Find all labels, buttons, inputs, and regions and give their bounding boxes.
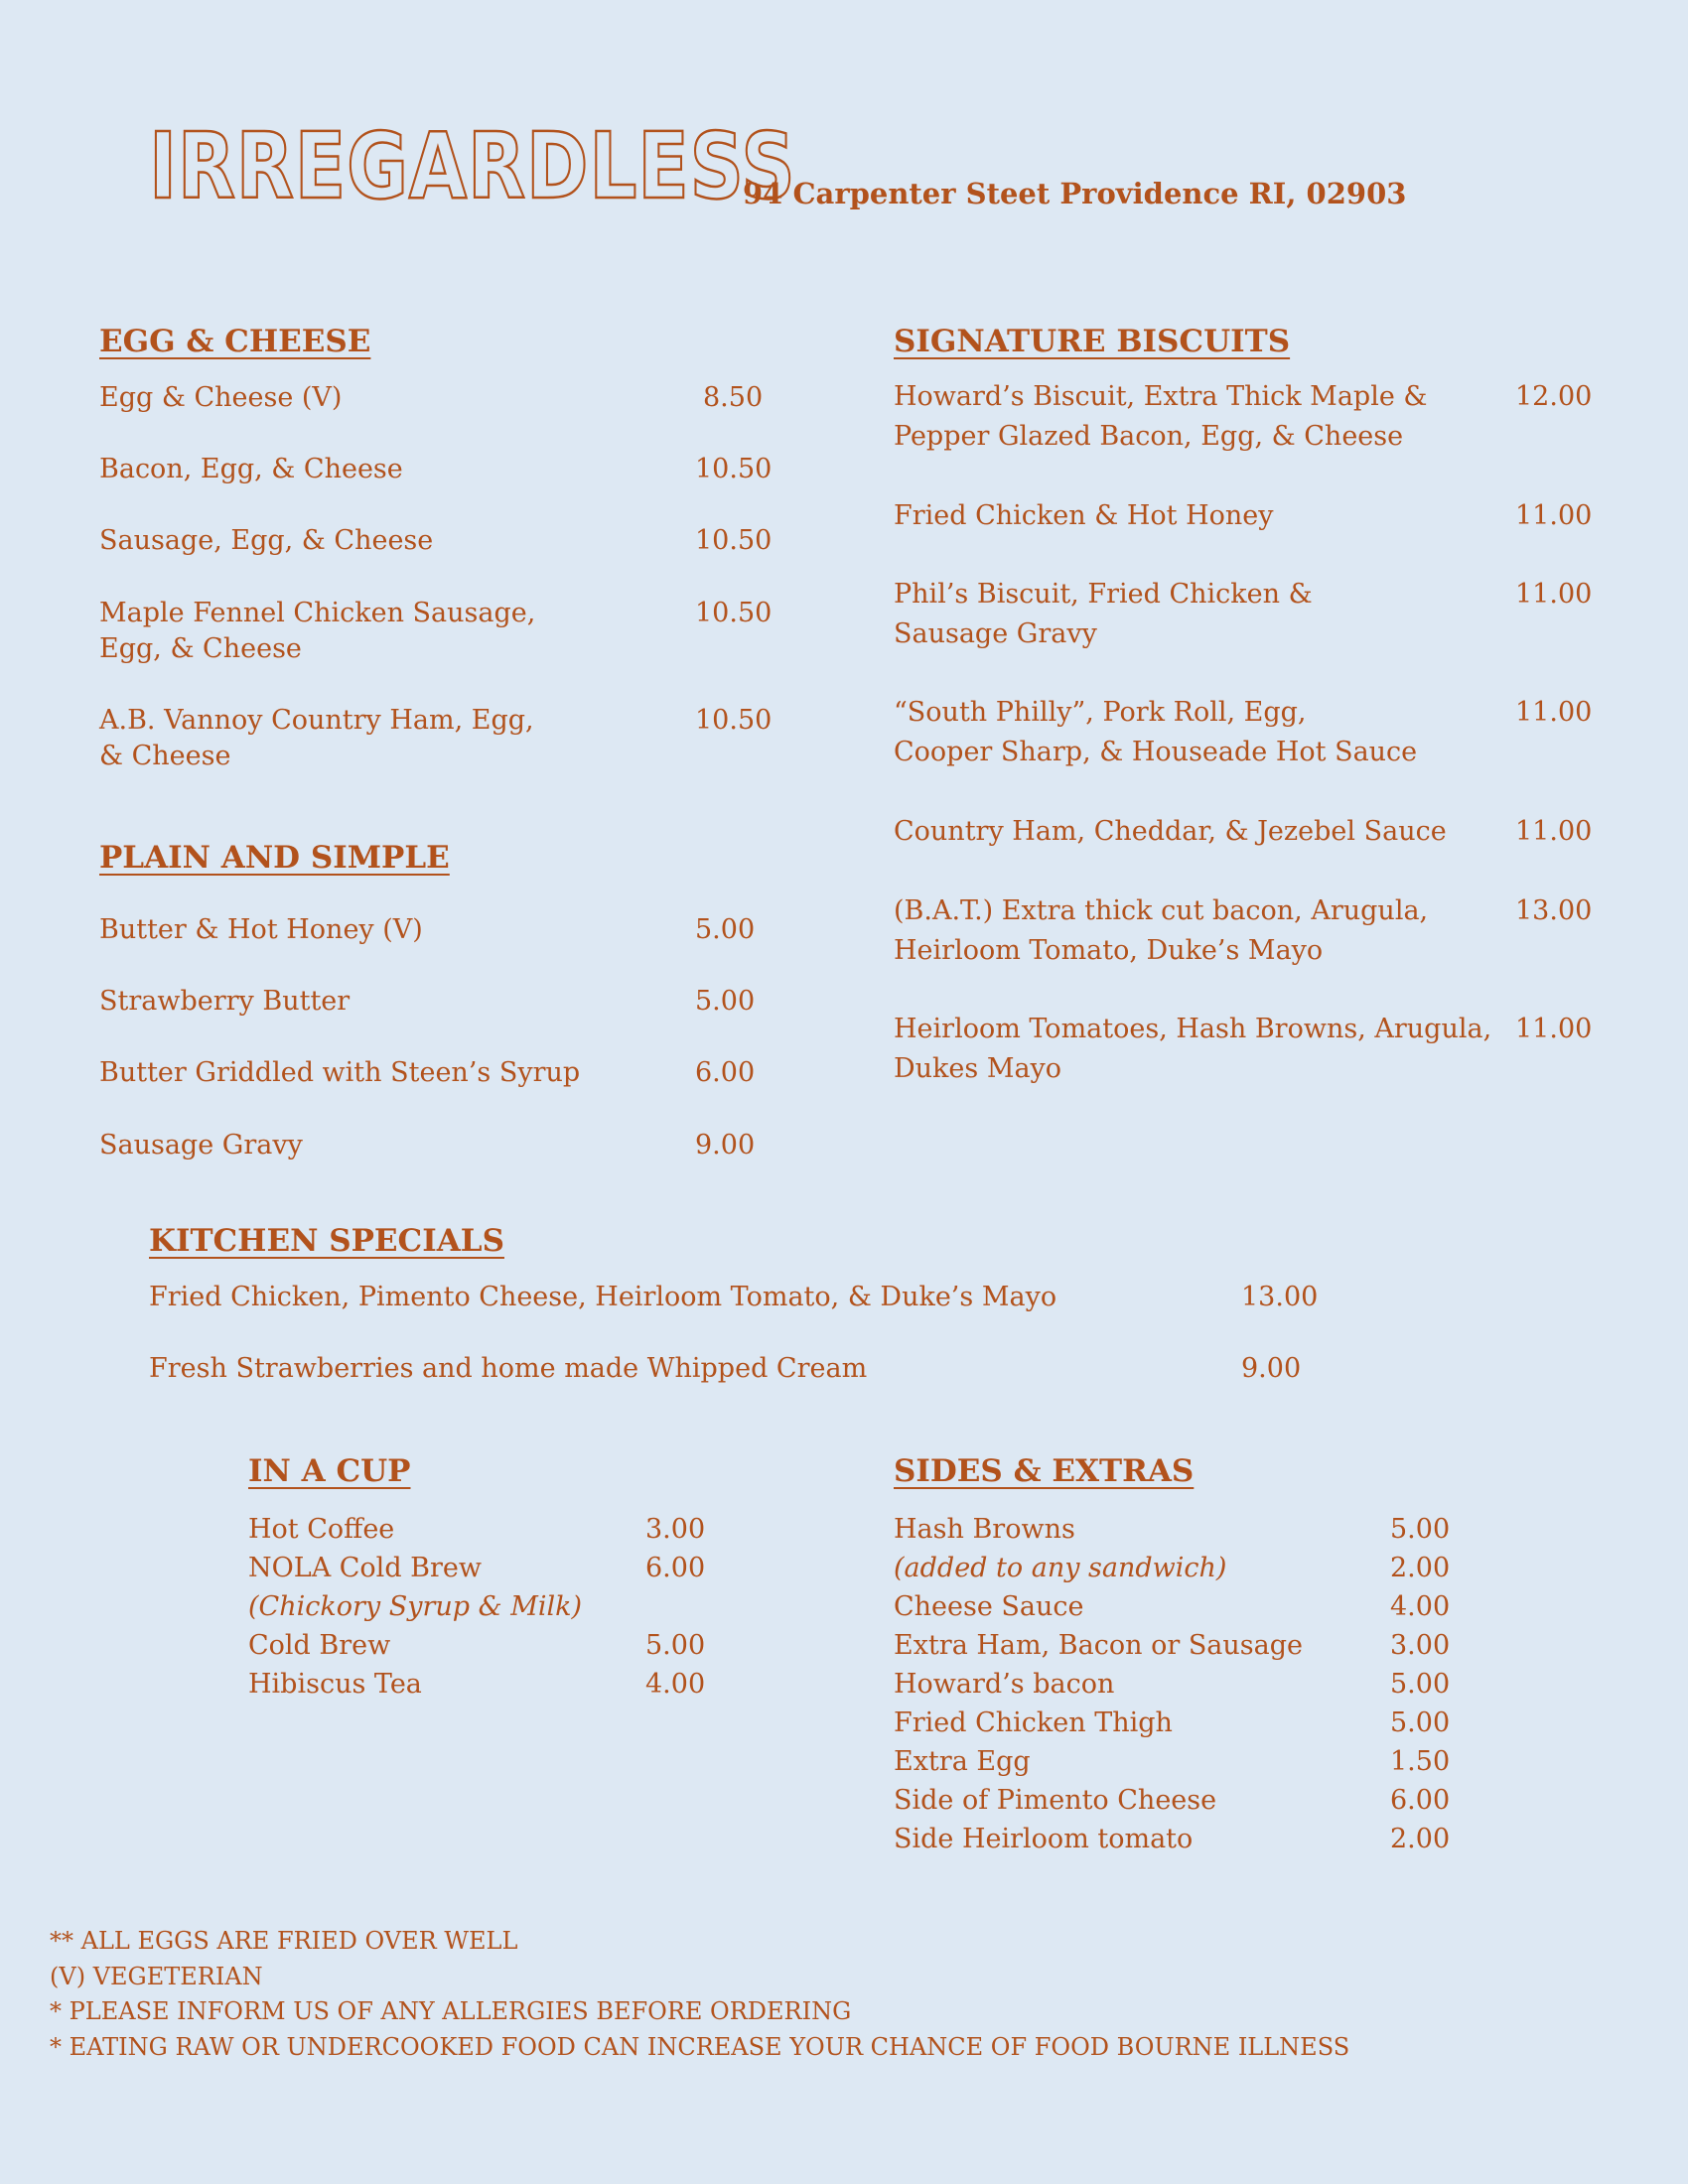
- footer-note-raw-food: * EATING RAW OR UNDERCOOKED FOOD CAN INCREASE YOUR CHANCE OF FOOD BOURNE ILLNESS: [50, 2032, 1350, 2061]
- menu-item-name: Butter & Hot Honey (V): [99, 914, 423, 945]
- section-title-kitchen-specials: KITCHEN SPECIALS: [149, 1223, 504, 1259]
- menu-item-name: Hibiscus Tea: [248, 1669, 422, 1700]
- menu-item-name: Side Heirloom tomato: [894, 1824, 1194, 1854]
- menu-item-name: “South Philly”, Pork Roll, Egg,: [894, 697, 1307, 728]
- footer-note-allergies: * PLEASE INFORM US OF ANY ALLERGIES BEFORE ORDERING: [50, 1997, 852, 2025]
- menu-item-name: Country Ham, Cheddar, & Jezebel Sauce: [894, 816, 1447, 847]
- menu-item-name: Fried Chicken Thigh: [894, 1707, 1173, 1738]
- menu-item-price: 11.00: [1515, 500, 1593, 531]
- menu-item-price: 13.00: [1241, 1282, 1319, 1312]
- menu-item-price: 11.00: [1515, 1014, 1593, 1044]
- menu-item-price: 10.50: [695, 454, 773, 484]
- menu-item-name: Heirloom Tomatoes, Hash Browns, Arugula,: [894, 1014, 1492, 1044]
- menu-item-price: 4.00: [1390, 1591, 1451, 1622]
- menu-item-name: Bacon, Egg, & Cheese: [99, 454, 403, 484]
- menu-item-note: (Chickory Syrup & Milk): [248, 1591, 583, 1622]
- menu-item-price: 3.00: [645, 1514, 706, 1545]
- menu-item-note: (added to any sandwich): [894, 1553, 1227, 1583]
- menu-item-name: Howard’s Biscuit, Extra Thick Maple &: [894, 381, 1428, 412]
- menu-item-price: 1.50: [1390, 1746, 1451, 1777]
- menu-item-name: Phil’s Biscuit, Fried Chicken &: [894, 579, 1313, 610]
- menu-item-name: NOLA Cold Brew: [248, 1553, 483, 1583]
- menu-item-name: Fresh Strawberries and home made Whipped Cream: [149, 1353, 868, 1384]
- menu-item-name: Extra Egg: [894, 1746, 1031, 1777]
- menu-item-name-cont: Dukes Mayo: [894, 1053, 1062, 1084]
- menu-item-name-cont: Egg, & Cheese: [99, 633, 302, 664]
- menu-item-price: 4.00: [645, 1669, 706, 1700]
- menu-item-name-cont: & Cheese: [99, 741, 231, 771]
- menu-item-name: Hash Browns: [894, 1514, 1075, 1545]
- menu-item-price: 11.00: [1515, 697, 1593, 728]
- section-title-signature-biscuits: SIGNATURE BISCUITS: [894, 324, 1291, 359]
- menu-item-price: 10.50: [695, 598, 773, 628]
- menu-item-name: Howard’s bacon: [894, 1669, 1115, 1700]
- menu-item-name-cont: Cooper Sharp, & Houseade Hot Sauce: [894, 737, 1418, 767]
- menu-item-price: 9.00: [1241, 1353, 1302, 1384]
- address: 94 Carpenter Steet Providence RI, 02903: [743, 177, 1407, 210]
- menu-item-name: Sausage Gravy: [99, 1130, 303, 1160]
- menu-item-price: 9.00: [695, 1130, 756, 1160]
- menu-item-price: 5.00: [1390, 1514, 1451, 1545]
- menu-item-name: Fried Chicken & Hot Honey: [894, 500, 1274, 531]
- menu-item-name: Fried Chicken, Pimento Cheese, Heirloom Tomato, & Duke’s Mayo: [149, 1282, 1057, 1312]
- menu-item-price: 10.50: [695, 525, 773, 556]
- menu-item-name: Maple Fennel Chicken Sausage,: [99, 598, 536, 628]
- logo: IRREGARDLESS: [149, 113, 796, 219]
- menu-item-price: 3.00: [1390, 1630, 1451, 1661]
- menu-item-price: 2.00: [1390, 1824, 1451, 1854]
- section-title-sides-extras: SIDES & EXTRAS: [894, 1453, 1195, 1489]
- menu-item-name: (B.A.T.) Extra thick cut bacon, Arugula,: [894, 895, 1429, 926]
- menu-item-name: Side of Pimento Cheese: [894, 1785, 1217, 1816]
- menu-item-name: A.B. Vannoy Country Ham, Egg,: [99, 705, 534, 736]
- menu-item-name: Cold Brew: [248, 1630, 391, 1661]
- menu-item-price: 6.00: [645, 1553, 706, 1583]
- menu-item-price: 8.50: [703, 382, 764, 413]
- menu-item-price: 12.00: [1515, 381, 1593, 412]
- menu-item-name-cont: Sausage Gravy: [894, 618, 1097, 649]
- menu-item-price: 5.00: [695, 914, 756, 945]
- menu-item-name: Cheese Sauce: [894, 1591, 1084, 1622]
- menu-item-name: Extra Ham, Bacon or Sausage: [894, 1630, 1304, 1661]
- menu-item-name-cont: Heirloom Tomato, Duke’s Mayo: [894, 935, 1324, 966]
- menu-item-price: 5.00: [1390, 1669, 1451, 1700]
- menu-item-price: 11.00: [1515, 816, 1593, 847]
- menu-item-price: 2.00: [1390, 1553, 1451, 1583]
- menu-item-price: 10.50: [695, 705, 773, 736]
- section-title-in-a-cup: IN A CUP: [248, 1453, 411, 1489]
- menu-item-name-cont: Pepper Glazed Bacon, Egg, & Cheese: [894, 421, 1404, 452]
- menu-item-price: 6.00: [1390, 1785, 1451, 1816]
- menu-item-price: 5.00: [645, 1630, 706, 1661]
- menu-item-price: 6.00: [695, 1057, 756, 1088]
- menu-item-price: 13.00: [1515, 895, 1593, 926]
- menu-item-name: Butter Griddled with Steen’s Syrup: [99, 1057, 581, 1088]
- menu-item-name: Sausage, Egg, & Cheese: [99, 525, 434, 556]
- section-title-plain-simple: PLAIN AND SIMPLE: [99, 840, 450, 876]
- footer-note-vegetarian: (V) VEGETERIAN: [50, 1962, 263, 1990]
- menu-item-price: 5.00: [1390, 1707, 1451, 1738]
- menu-item-price: 11.00: [1515, 579, 1593, 610]
- menu-item-price: 5.00: [695, 986, 756, 1017]
- footer-notes: [50, 1924, 1349, 2065]
- menu-item-name: Hot Coffee: [248, 1514, 395, 1545]
- menu-item-name: Strawberry Butter: [99, 986, 351, 1017]
- footer-note-eggs: ** ALL EGGS ARE FRIED OVER WELL: [50, 1927, 518, 1955]
- section-title-egg-cheese: EGG & CHEESE: [99, 324, 371, 359]
- menu-item-name: Egg & Cheese (V): [99, 382, 343, 413]
